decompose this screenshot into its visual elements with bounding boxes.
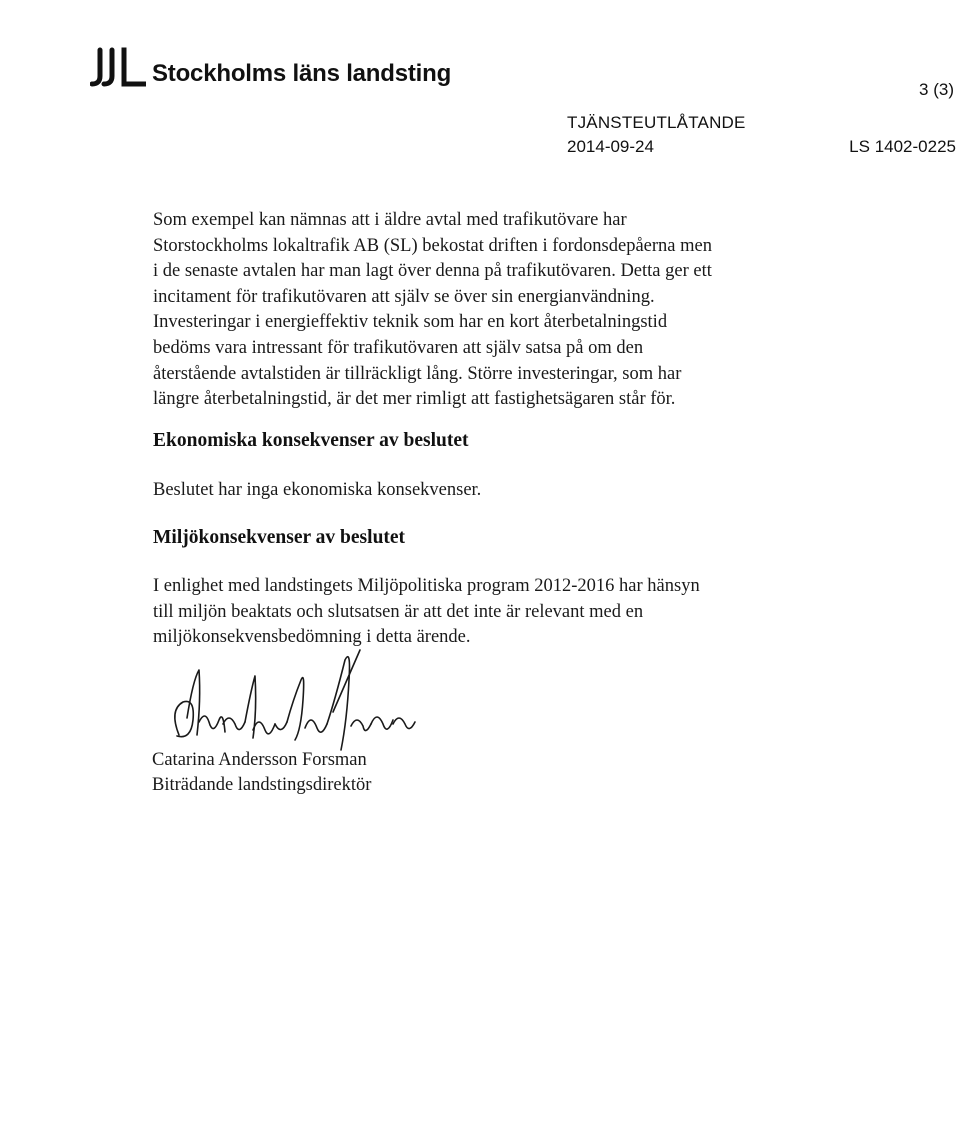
section-heading-environmental: Miljökonsekvenser av beslutet xyxy=(153,527,406,548)
document-type: TJÄNSTEUTLÅTANDE xyxy=(567,113,746,132)
body-paragraph-1 xyxy=(153,208,953,413)
document-date: 2014-09-24 xyxy=(567,137,654,156)
body-paragraph-2 xyxy=(153,478,953,504)
page-number: 3 (3) xyxy=(919,80,954,99)
paragraph-text: Beslutet har inga ekonomiska konsekvenser. xyxy=(153,480,482,500)
section-heading-economic: Ekonomiska konsekvenser av beslutet xyxy=(153,430,469,451)
organization-name: Stockholms läns landsting xyxy=(152,60,452,87)
paragraph-text: I enlighet med landstingets Miljöpolitiska program 2012-2016 har hänsyn till miljön beaktats och slutsatsen är att det inte är relevant med en miljökonsekvensbedömning i detta ärende. xyxy=(153,576,700,648)
signer-name: Catarina Andersson Forsman xyxy=(152,750,367,770)
document-reference: LS 1402-0225 xyxy=(849,137,956,156)
paragraph-text: Som exempel kan nämnas att i äldre avtal med trafikutövare har Storstockholms lokaltrafik AB (SL) bekostat driften i fordonsdepåerna men i de senaste avtalen har man lagt över denna på trafikutövaren. Detta ger ett incitament för trafikutövaren att själv se över sin energianvändning. Investeringar i energieffektiv teknik som har en kort återbetalningstid bedöms vara intressant för trafikutövaren att själv satsa på om den återstående avtalstiden är tillräckligt lång. Större investeringar, som har längre återbetalningstid, är det mer rimligt att fastighetsägaren står för. xyxy=(153,210,712,410)
header-logo xyxy=(90,46,451,90)
signer-title: Biträdande landstingsdirektör xyxy=(152,775,372,795)
sll-logo-icon xyxy=(90,46,146,90)
